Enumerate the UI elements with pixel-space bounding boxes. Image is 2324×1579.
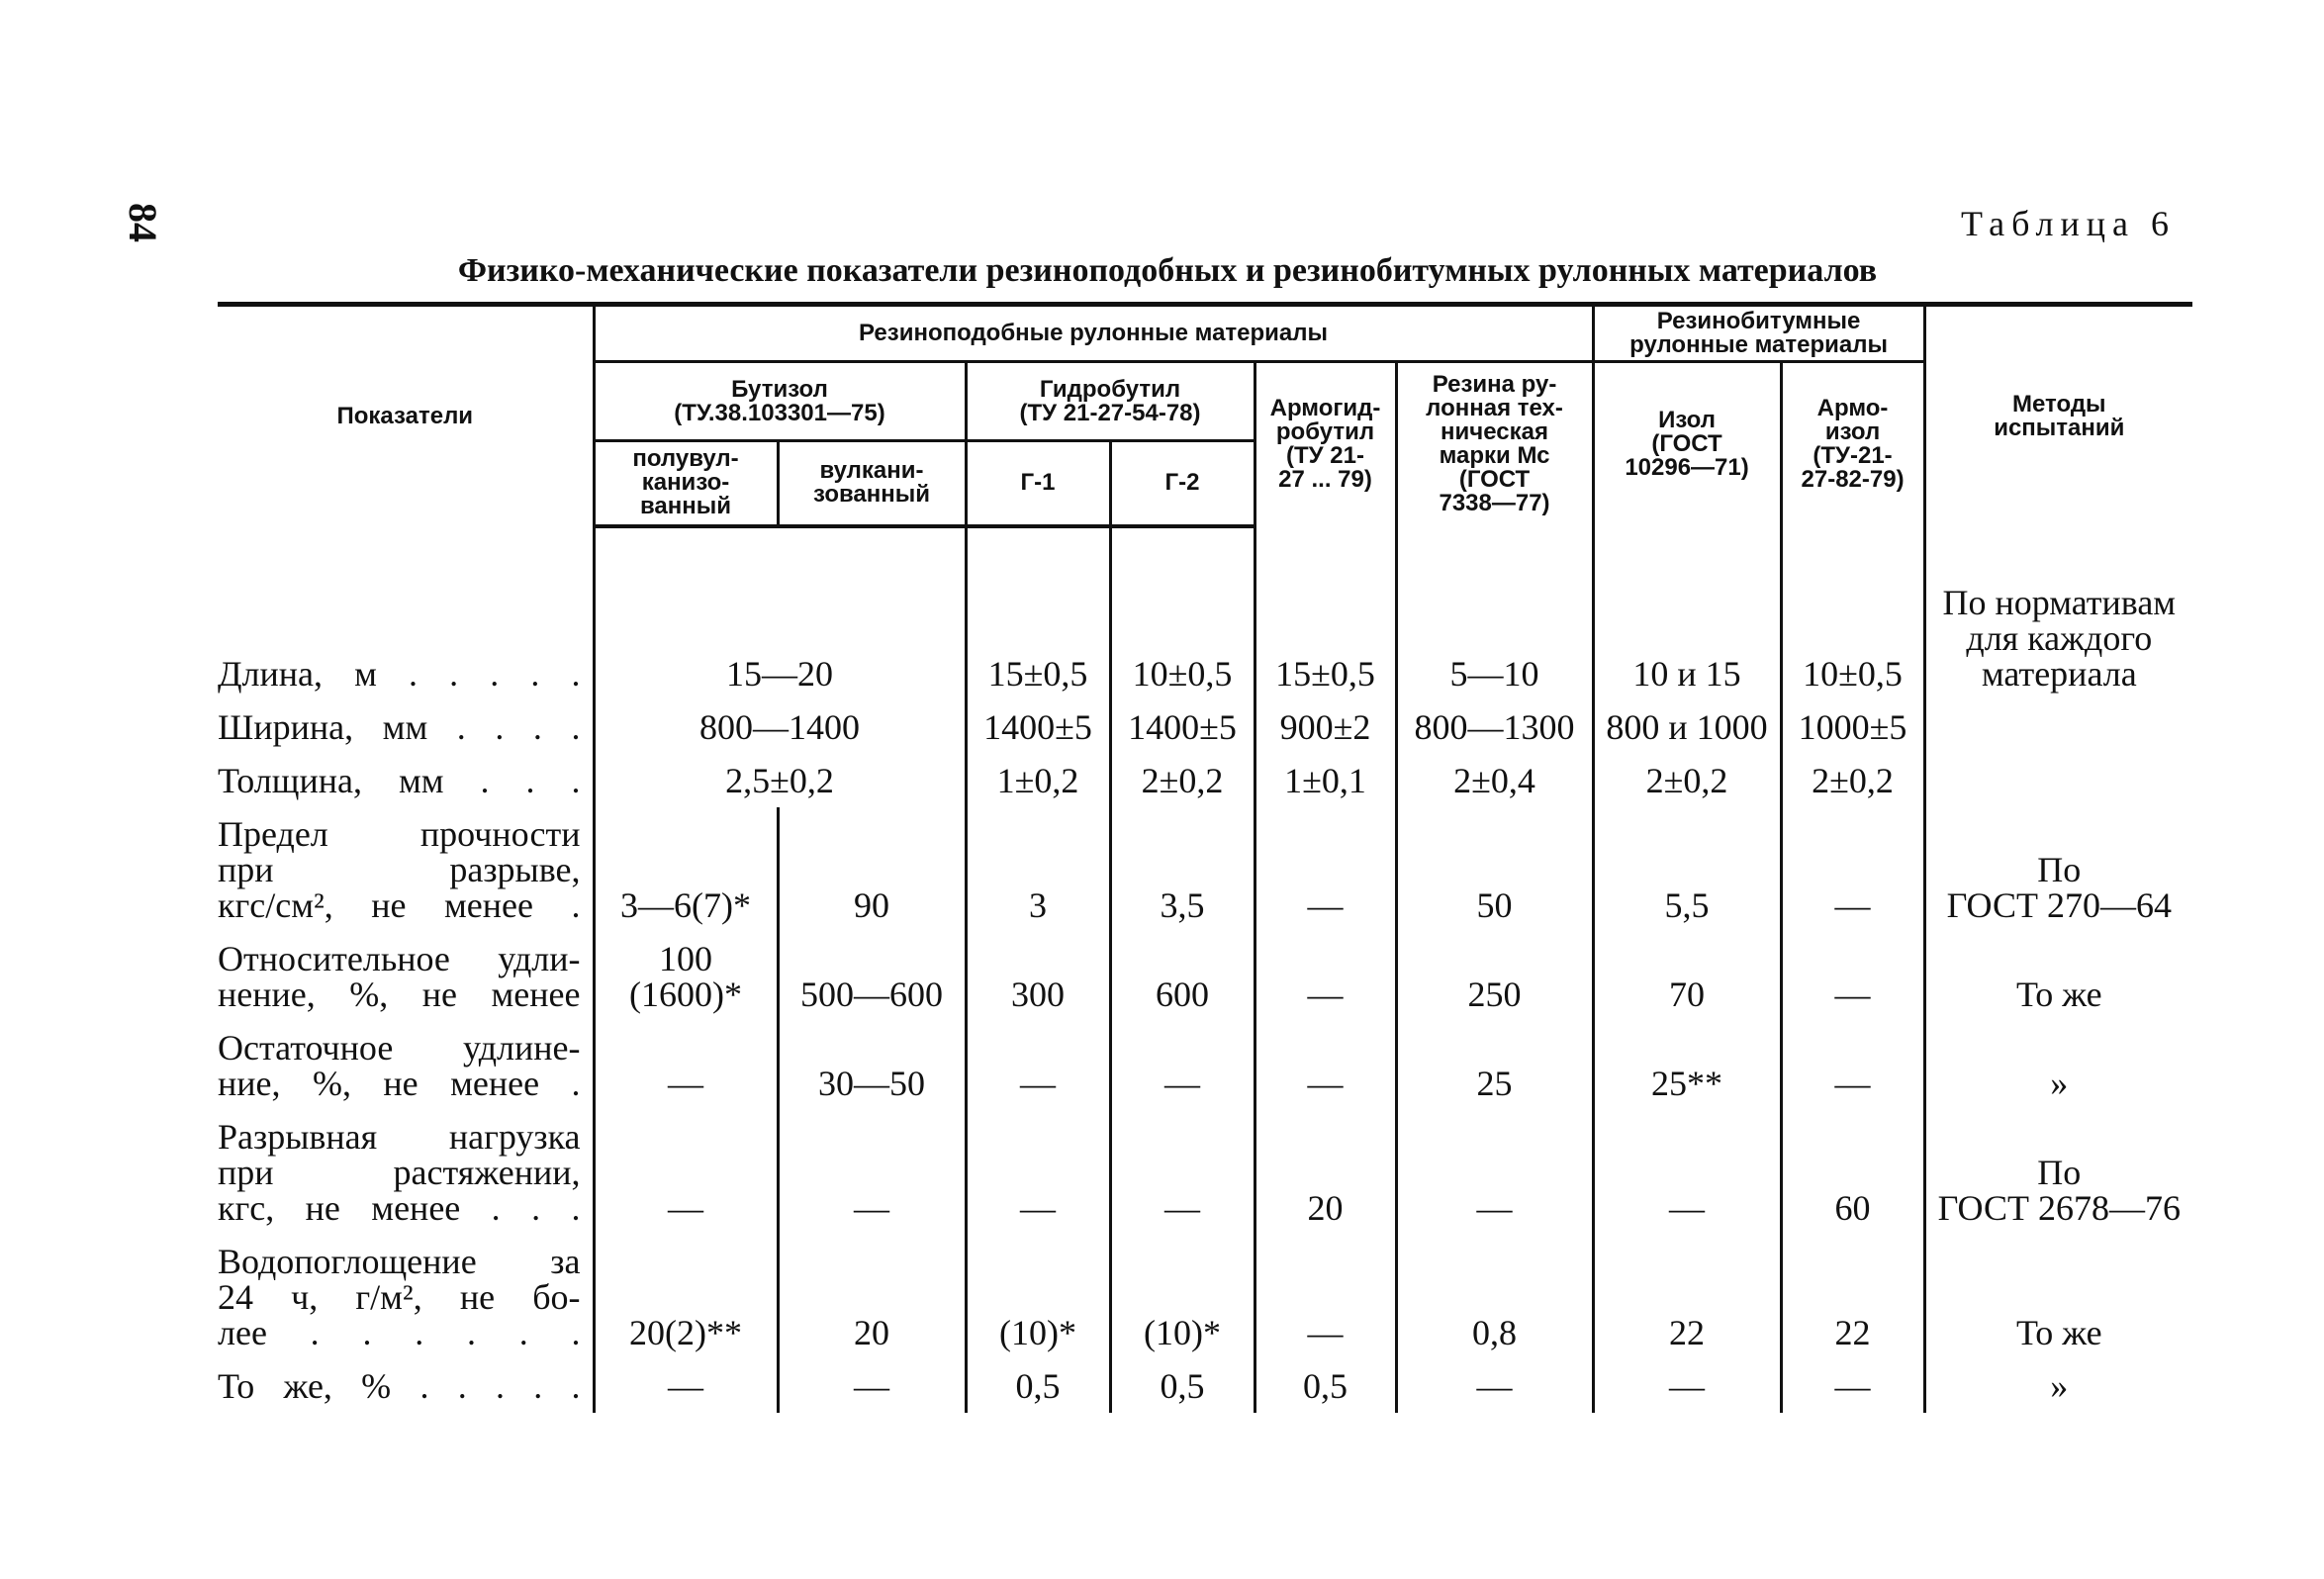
- cell-method: По ГОСТ 2678—76: [1924, 1110, 2192, 1235]
- cell-butizol: 800—1400: [594, 700, 966, 754]
- cell-method: По нормативам для каждого материала: [1924, 576, 2192, 700]
- header-armogidrobutil: Армогид- робутил (ТУ 21- 27 ... 79): [1255, 362, 1396, 526]
- cell-rezina: 250: [1396, 932, 1593, 1021]
- cell-izol: —: [1593, 1110, 1781, 1235]
- row-label: Остаточное удлине- ние, %, не менее .: [218, 1027, 581, 1103]
- cell-izol: —: [1593, 1359, 1781, 1413]
- cell-rezina: —: [1396, 1359, 1593, 1413]
- cell-butizol-semivulcanized: 3—6(7)*: [594, 807, 778, 932]
- cell-armoizol: —: [1781, 1359, 1924, 1413]
- row-label: Длина, м . . . . .: [218, 653, 581, 694]
- cell-armoizol: —: [1781, 1021, 1924, 1110]
- table-row: [218, 1359, 2192, 1413]
- cell-g2: —: [1110, 1021, 1255, 1110]
- cell-g2: 2±0,2: [1110, 754, 1255, 807]
- cell-armoizol: 22: [1781, 1235, 1924, 1359]
- cell-g2: 600: [1110, 932, 1255, 1021]
- cell-armogidrobutil: —: [1255, 932, 1396, 1021]
- header-izol: Изол (ГОСТ 10296—71): [1593, 362, 1781, 526]
- cell-g2: —: [1110, 1110, 1255, 1235]
- cell-g2: 0,5: [1110, 1359, 1255, 1413]
- cell-g1: —: [966, 1110, 1110, 1235]
- cell-armoizol: —: [1781, 807, 1924, 932]
- cell-izol: 5,5: [1593, 807, 1781, 932]
- cell-g2: 1400±5: [1110, 700, 1255, 754]
- cell-armogidrobutil: 0,5: [1255, 1359, 1396, 1413]
- cell-butizol-semivulcanized: 20(2)**: [594, 1235, 778, 1359]
- header-pokazateli: Показатели: [218, 305, 594, 526]
- row-label: Толщина, мм . . .: [218, 760, 581, 800]
- row-label: Ширина, мм . . . .: [218, 706, 581, 747]
- cell-method: »: [1924, 1359, 2192, 1413]
- table-header: [218, 305, 2192, 526]
- header-butizol: Бутизол (ТУ.38.103301—75): [594, 362, 966, 441]
- header-butizol-semivulcanized: полувул- канизо- ванный: [594, 441, 778, 526]
- cell-method: [1924, 754, 2192, 807]
- table-row: [218, 1110, 2192, 1235]
- row-label: То же, % . . . . .: [218, 1365, 581, 1406]
- properties-table: [218, 302, 2192, 1413]
- header-group-rubberlike: Резиноподобные рулонные материалы: [594, 305, 1593, 362]
- cell-izol: 800 и 1000: [1593, 700, 1781, 754]
- table-title: Физико-механические показатели резиноподобных и резинобитумных рулонных материалов: [457, 252, 1878, 289]
- cell-method: То же: [1924, 932, 2192, 1021]
- cell-butizol-vulcanized: 30—50: [778, 1021, 966, 1110]
- cell-rezina: 0,8: [1396, 1235, 1593, 1359]
- cell-butizol-semivulcanized: 100 (1600)*: [594, 932, 778, 1021]
- cell-rezina: 50: [1396, 807, 1593, 932]
- cell-armogidrobutil: 15±0,5: [1255, 576, 1396, 700]
- cell-butizol-vulcanized: 500—600: [778, 932, 966, 1021]
- cell-armogidrobutil: 20: [1255, 1110, 1396, 1235]
- cell-armoizol: 10±0,5: [1781, 576, 1924, 700]
- row-label: Предел прочности при разрыве, кгс/см², не менее .: [218, 813, 581, 925]
- header-rezina: Резина ру- лонная тех- ническая марки Мс (ГОСТ 7338—77): [1396, 362, 1593, 526]
- cell-rezina: 25: [1396, 1021, 1593, 1110]
- cell-g1: 15±0,5: [966, 576, 1110, 700]
- table-row: [218, 700, 2192, 754]
- cell-izol: 70: [1593, 932, 1781, 1021]
- table-row: [218, 1235, 2192, 1359]
- cell-butizol-semivulcanized: —: [594, 1110, 778, 1235]
- row-label: Разрывная нагрузка при растяжении, кгс, не менее . . .: [218, 1116, 581, 1228]
- header-butizol-vulcanized: вулкани- зованный: [778, 441, 966, 526]
- cell-izol: 10 и 15: [1593, 576, 1781, 700]
- cell-butizol-vulcanized: —: [778, 1110, 966, 1235]
- cell-butizol-semivulcanized: —: [594, 1021, 778, 1110]
- cell-g2: 10±0,5: [1110, 576, 1255, 700]
- cell-method: »: [1924, 1021, 2192, 1110]
- cell-armoizol: 2±0,2: [1781, 754, 1924, 807]
- cell-butizol-vulcanized: 90: [778, 807, 966, 932]
- cell-butizol-vulcanized: 20: [778, 1235, 966, 1359]
- header-group-rubberbitumen: Резинобитумные рулонные материалы: [1593, 305, 1924, 362]
- table-body: [218, 526, 2192, 1413]
- header-methods: Методы испытаний: [1924, 305, 2192, 526]
- cell-armoizol: —: [1781, 932, 1924, 1021]
- table-row: [218, 932, 2192, 1021]
- cell-method: [1924, 700, 2192, 754]
- header-g2: Г-2: [1110, 441, 1255, 526]
- table-row: [218, 1021, 2192, 1110]
- cell-g2: 3,5: [1110, 807, 1255, 932]
- page-number: 84: [121, 203, 165, 242]
- cell-rezina: —: [1396, 1110, 1593, 1235]
- cell-armoizol: 60: [1781, 1110, 1924, 1235]
- table-row: [218, 576, 2192, 700]
- cell-butizol: 2,5±0,2: [594, 754, 966, 807]
- cell-armogidrobutil: 900±2: [1255, 700, 1396, 754]
- table-row: [218, 754, 2192, 807]
- cell-armogidrobutil: —: [1255, 807, 1396, 932]
- cell-izol: 22: [1593, 1235, 1781, 1359]
- cell-method: По ГОСТ 270—64: [1924, 807, 2192, 932]
- table-row: [218, 807, 2192, 932]
- cell-g1: 1±0,2: [966, 754, 1110, 807]
- cell-armogidrobutil: 1±0,1: [1255, 754, 1396, 807]
- cell-butizol: 15—20: [594, 576, 966, 700]
- cell-rezina: 800—1300: [1396, 700, 1593, 754]
- cell-method: То же: [1924, 1235, 2192, 1359]
- cell-butizol-semivulcanized: —: [594, 1359, 778, 1413]
- header-gidrobutil: Гидробутил (ТУ 21-27-54-78): [966, 362, 1255, 441]
- cell-rezina: 5—10: [1396, 576, 1593, 700]
- table-label: Таблица 6: [1961, 204, 2176, 243]
- cell-g1: 1400±5: [966, 700, 1110, 754]
- cell-armogidrobutil: —: [1255, 1235, 1396, 1359]
- cell-g1: 3: [966, 807, 1110, 932]
- cell-izol: 2±0,2: [1593, 754, 1781, 807]
- cell-g1: (10)*: [966, 1235, 1110, 1359]
- cell-armoizol: 1000±5: [1781, 700, 1924, 754]
- row-label: Относительное удли- нение, %, не менее: [218, 938, 581, 1014]
- cell-butizol-vulcanized: —: [778, 1359, 966, 1413]
- cell-g1: 0,5: [966, 1359, 1110, 1413]
- cell-g2: (10)*: [1110, 1235, 1255, 1359]
- cell-armogidrobutil: —: [1255, 1021, 1396, 1110]
- cell-g1: 300: [966, 932, 1110, 1021]
- row-label: Водопоглощение за 24 ч, г/м², не бо- лее . . . . . .: [218, 1241, 581, 1352]
- cell-izol: 25**: [1593, 1021, 1781, 1110]
- cell-rezina: 2±0,4: [1396, 754, 1593, 807]
- header-armoizol: Армо- изол (ТУ-21- 27-82-79): [1781, 362, 1924, 526]
- cell-g1: —: [966, 1021, 1110, 1110]
- header-g1: Г-1: [966, 441, 1110, 526]
